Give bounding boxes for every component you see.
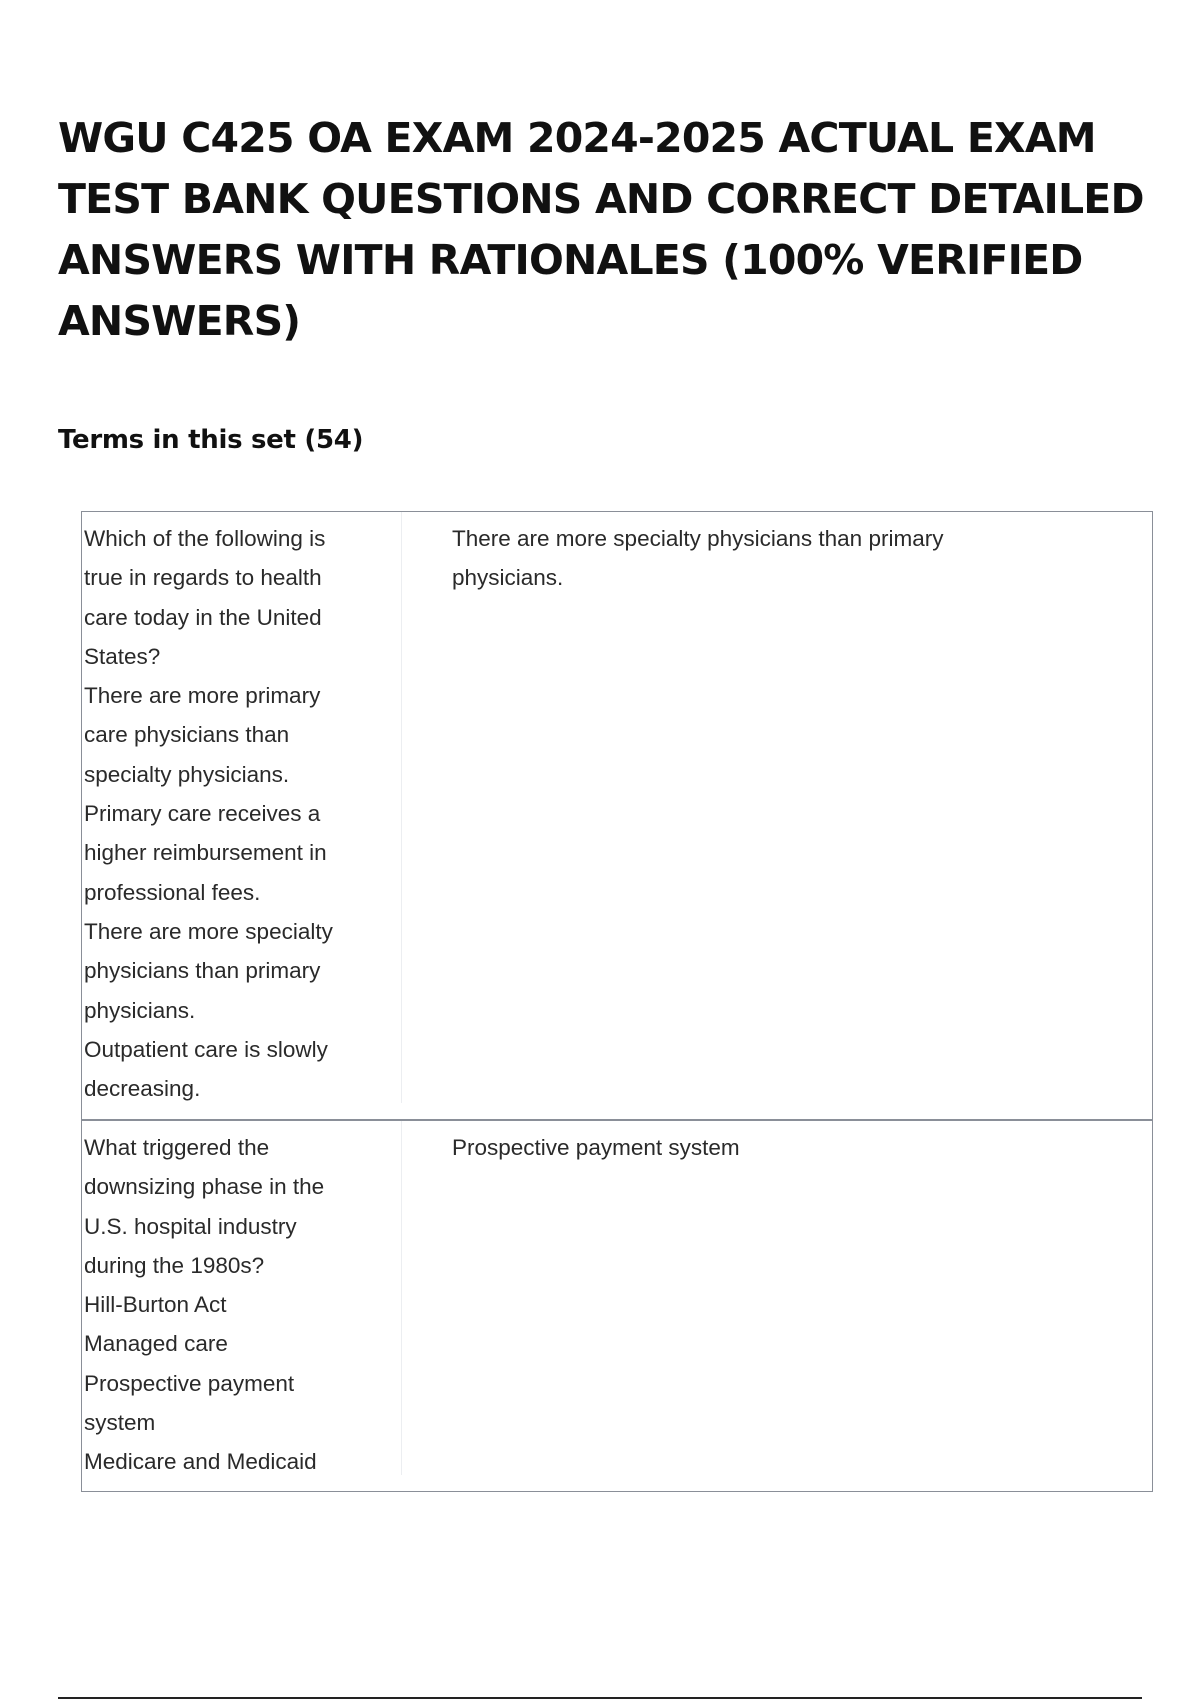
question-line: system (84, 1410, 156, 1436)
question-line: Medicare and Medicaid (84, 1449, 317, 1475)
term-question (82, 512, 402, 1103)
terms-count-heading: Terms in this set (54) (58, 425, 364, 455)
term-answer: There are more specialty physicians than primary physicians. (452, 526, 944, 591)
question-line: Managed care (84, 1331, 228, 1357)
question-line: There are more primary (84, 683, 321, 709)
question-line: Outpatient care is slowly (84, 1036, 328, 1062)
question-line: physicians than primary (84, 958, 321, 984)
question-line: specialty physicians. (84, 761, 290, 787)
terms-table (81, 511, 1153, 1492)
question-line: Hill-Burton Act (84, 1292, 227, 1318)
question-line: U.S. hospital industry (84, 1213, 297, 1239)
question-line: Prospective payment (84, 1370, 295, 1396)
question-line: care physicians than (84, 722, 290, 748)
question-line: professional fees. (84, 879, 261, 905)
term-row (82, 1119, 1152, 1491)
question-line: decreasing. (84, 1076, 201, 1102)
bottom-divider (58, 1697, 1142, 1699)
term-row (82, 512, 1152, 1119)
term-question (82, 1121, 402, 1475)
question-line: What triggered the (84, 1135, 270, 1160)
question-line: Which of the following is (84, 526, 326, 551)
question-line: States? (84, 643, 161, 669)
question-line: physicians. (84, 997, 196, 1023)
question-line: during the 1980s? (84, 1252, 265, 1278)
term-answer: Prospective payment system (452, 1135, 740, 1160)
page-title: WGU C425 OA EXAM 2024-2025 ACTUAL EXAM TEST BANK QUESTIONS AND CORRECT DETAILED ANSWERS WITH RATIONALES (100% VERIFIED ANSWERS) (58, 114, 1144, 345)
question-line: Primary care receives a (84, 801, 321, 827)
question-line: higher reimbursement in (84, 840, 327, 866)
question-line: true in regards to health (84, 565, 322, 591)
question-line: There are more specialty (84, 918, 333, 944)
question-line: downsizing phase in the (84, 1174, 325, 1200)
question-line: care today in the United (84, 604, 322, 630)
